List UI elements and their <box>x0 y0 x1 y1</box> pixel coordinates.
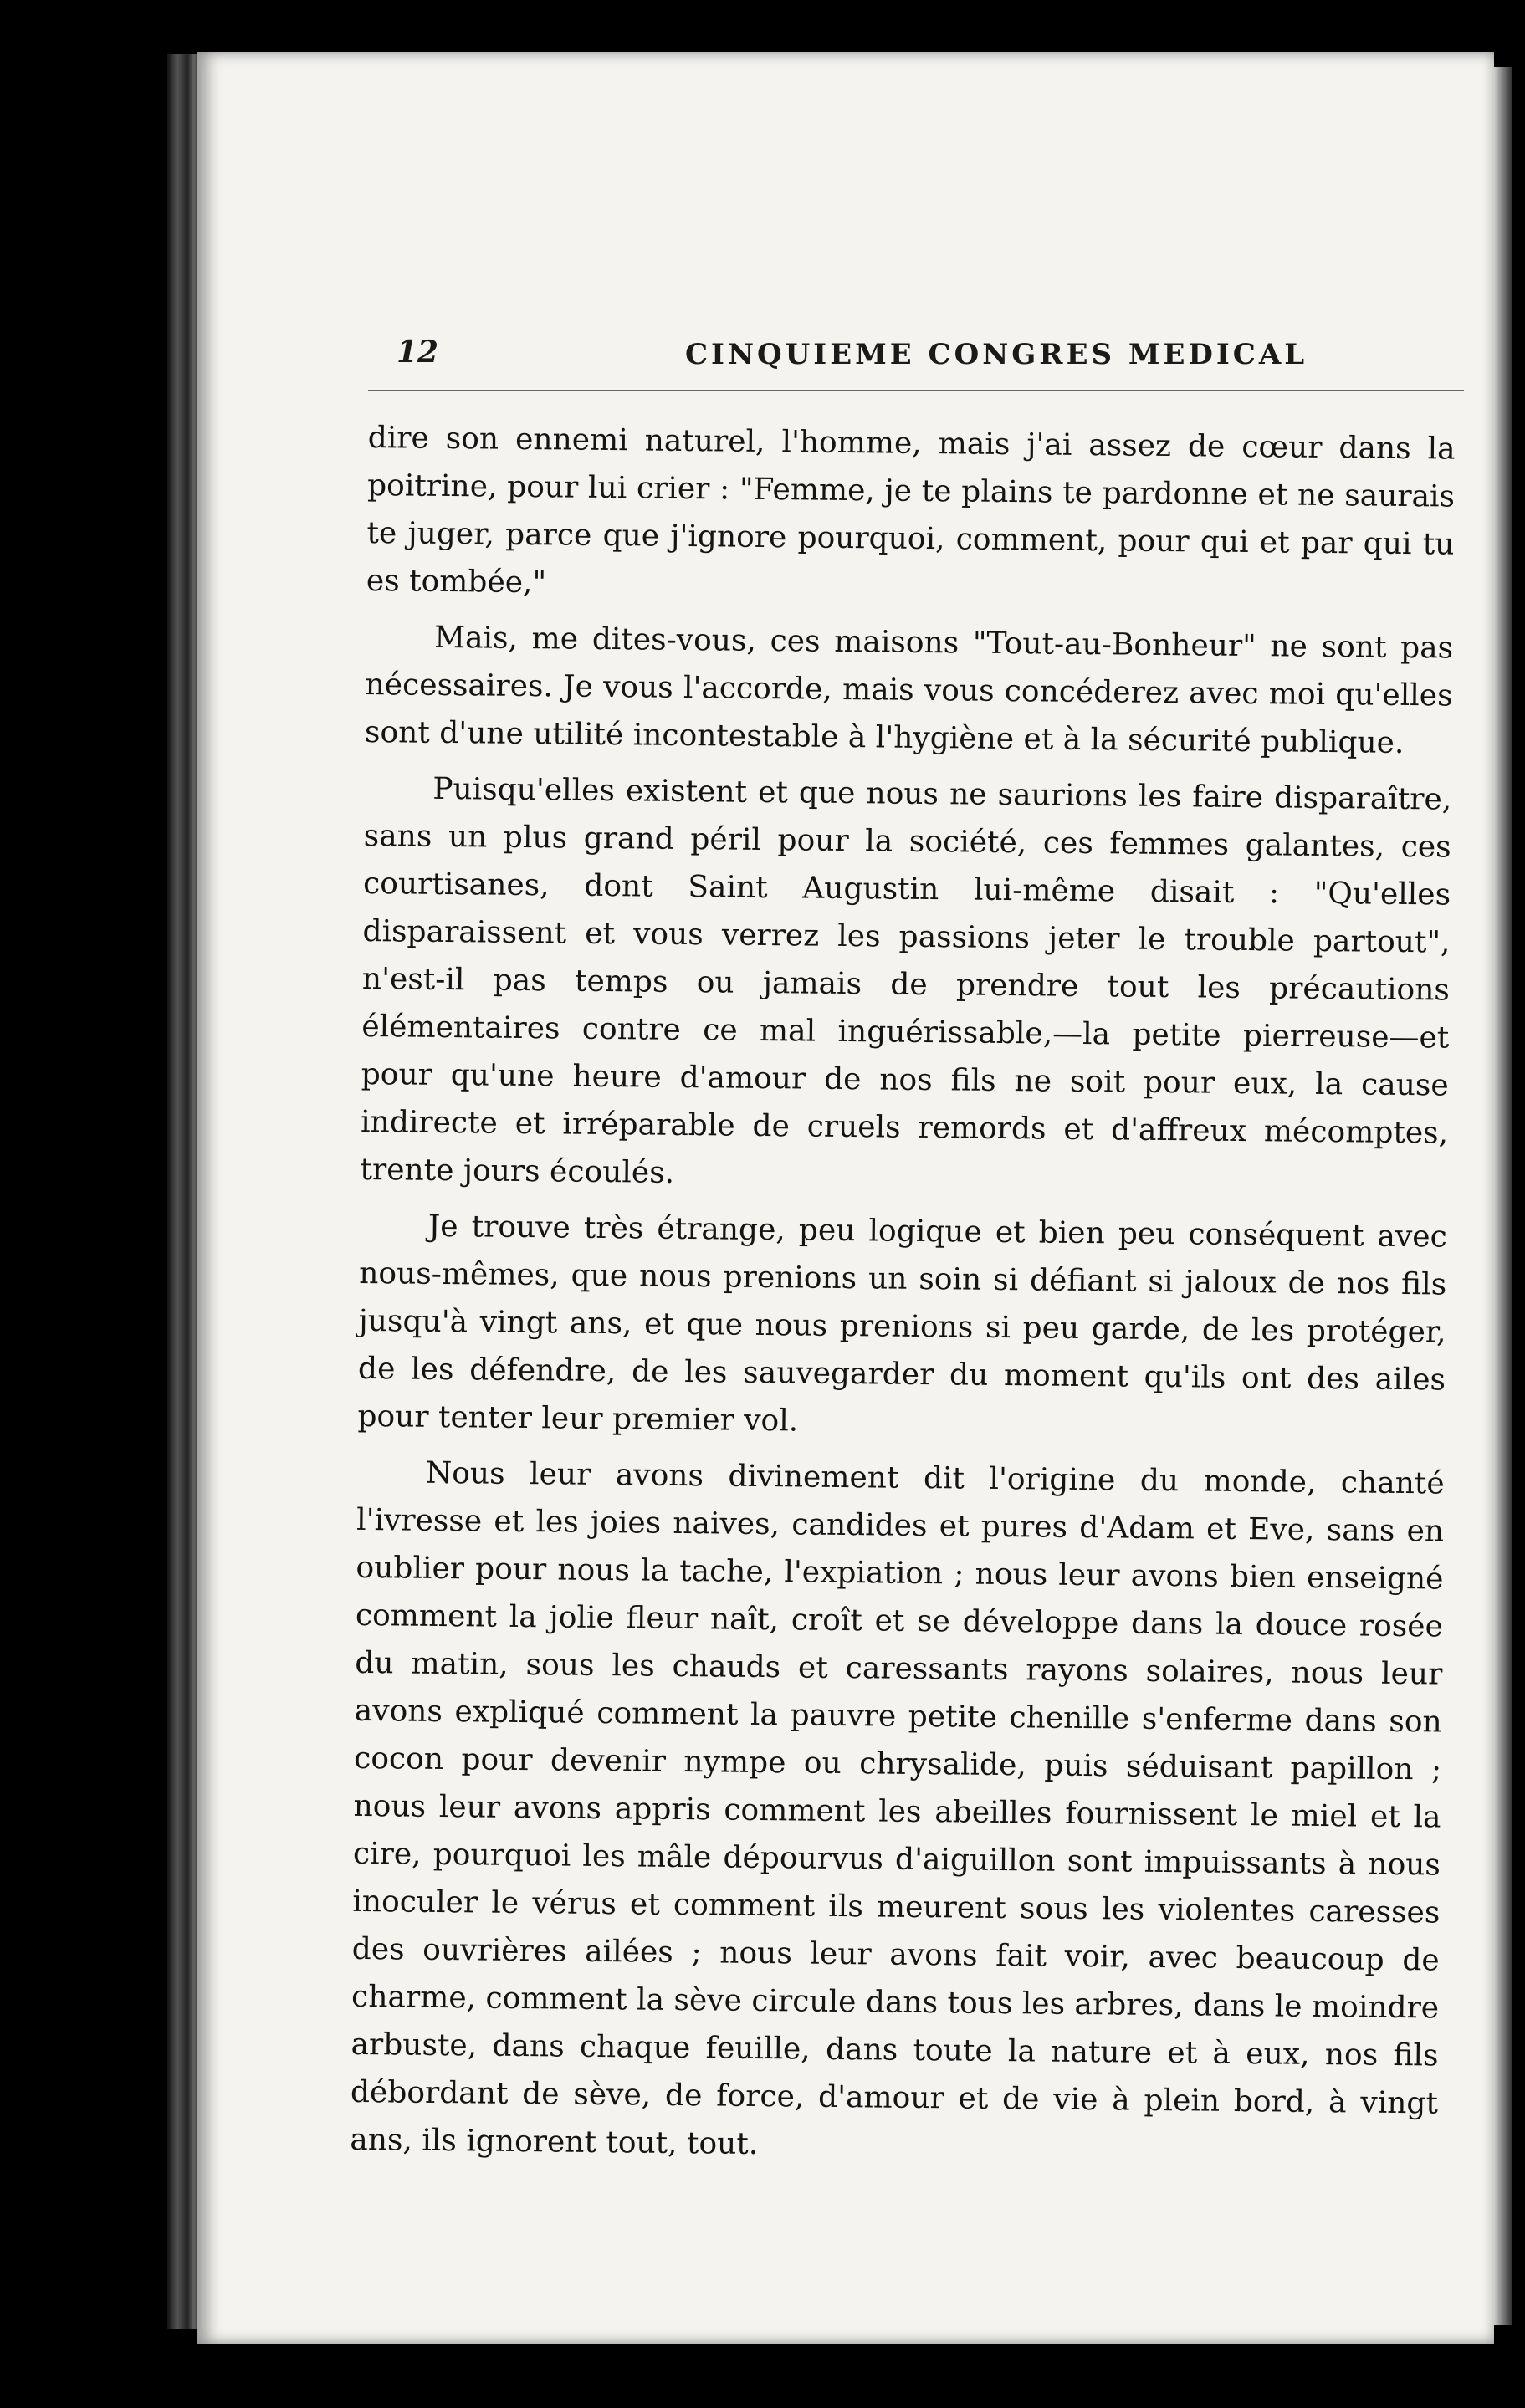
book-binding <box>167 54 201 2329</box>
running-head: CINQUIEME CONGRES MEDICAL <box>685 338 1308 371</box>
paragraph-4: Je trouve très étrange, peu logique et bien peu conséquent avec nous-mêmes, que nous prenions un soin si défiant si jaloux de nos fils jusqu'à vingt ans, et que nous prenions si peu garde, de les protéger, de les défendre, de les sauvegarder du moment qu'ils ont des ailes pour tenter leur premier vol. <box>357 1209 1447 1439</box>
page-number: 12 <box>397 335 439 370</box>
paragraph-1: dire son ennemi naturel, l'homme, mais j'ai assez de cœur dans la poitrine, pour lui crier : "Femme, je te plains te pardonne et ne saurais te juger, parce que j'ignore pourquoi, comment, pour qui et par qui tu es tombée," <box>366 420 1456 601</box>
body-text <box>350 414 1456 2183</box>
paragraph-2: Mais, me dites-vous, ces maisons "Tout-au-Bonheur" ne sont pas nécessaires. Je vous l'accorde, mais vous concéderez avec moi qu'elles sont d'une utilité incontestable à l'hygiène et à la sécurité publique. <box>364 620 1454 760</box>
header-rule <box>368 390 1464 391</box>
paragraph-3: Puisqu'elles existent et que nous ne saurions les faire disparaître, sans un plus grand péril pour la société, ces femmes galantes, ces courtisanes, dont Saint Augustin lui-même disait : "Qu'elles disparaissent et vous verrez les passions jeter le trouble partout", n'est-il pas temps ou jamais de prendre tout les précautions élémentaires contre ce mal inguérissable,—la petite pierreuse—et pour qu'une heure d'amour de nos fils ne soit pour eux, la cause indirecte et irréparable de cruels remords et d'affreux mécomptes, trente jours écoulés. <box>360 771 1452 1190</box>
page-header <box>397 335 1467 378</box>
paragraph-5: Nous leur avons divinement dit l'origine du monde, chanté l'ivresse et les joies naives, candides et pures d'Adam et Eve, sans en oublier pour nous la tache, l'expiation ; nous leur avons bien enseigné comment la jolie fleur naît, croît et se développe dans la douce rosée du matin, sous les chauds et caressants rayons solaires, nous leur avons expliqué comment la pauvre petite chenille s'enferme dans son cocon pour devenir nympe ou chrysalide, puis séduisant papillon ; nous leur avons appris comment les abeilles fournissent le miel et la cire, pourquoi les mâle dépourvus d'aiguillon sont impuissants à nous inoculer le vérus et comment ils meurent sous les violentes caresses des ouvrières ailées ; nous leur avons fait voir, avec beaucoup de charme, comment la sève circule dans tous les arbres, dans le moindre arbuste, dans chaque feuille, dans toute la nature et à eux, nos fils débordant de sève, de force, d'amour et de vie à plein bord, à vingt ans, ils ignorent tout, tout. <box>350 1455 1445 2161</box>
page-edge <box>1494 67 1512 2325</box>
